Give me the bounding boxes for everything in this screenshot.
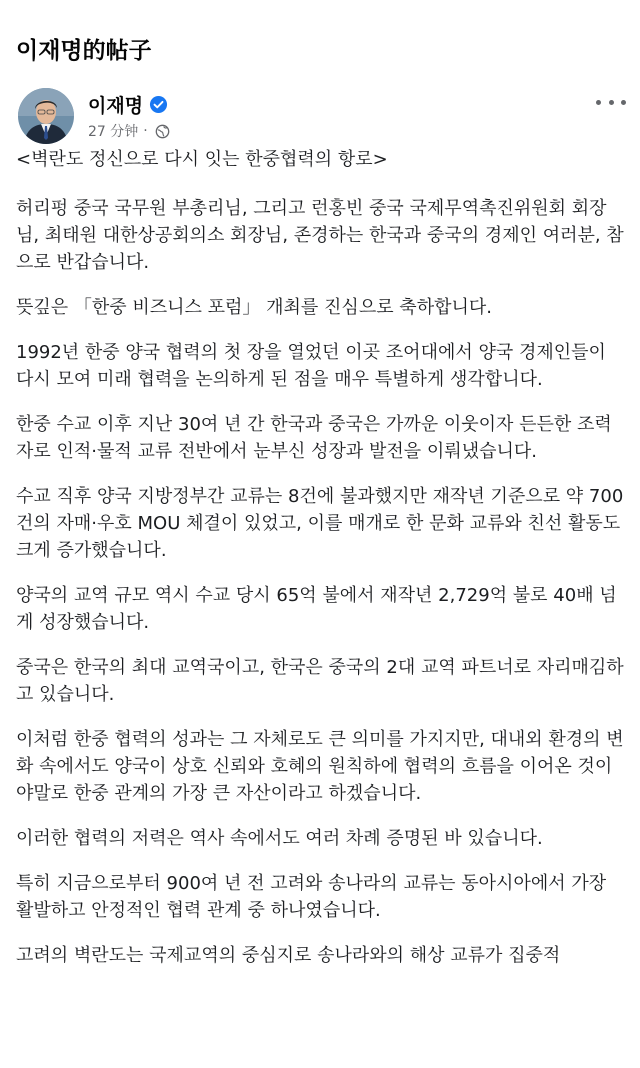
avatar[interactable]: [18, 88, 74, 144]
post-time[interactable]: 27 分钟: [88, 124, 139, 140]
post-paragraph: 허리펑 중국 국무원 부총리님, 그리고 런홍빈 중국 국제무역촉진위원회 회장님, 최태원 대한상공회의소 회장님, 존경하는 한국과 중국의 경제인 여러분, 참으로 반갑습니다.: [16, 198, 624, 273]
globe-icon[interactable]: [155, 124, 170, 139]
post-paragraph: 특히 지금으로부터 900여 년 전 고려와 송나라의 교류는 동아시아에서 가장 활발하고 안정적인 협력 관계 중 하나였습니다.: [16, 873, 607, 921]
post-paragraph: 이처럼 한중 협력의 성과는 그 자체로도 큰 의미를 가지지만, 대내외 환경의 변화 속에서도 양국이 상호 신뢰와 호혜의 원칙하에 협력의 흐름을 이어온 것이야말로 한중 관계의 가장 큰 자산이라고 하겠습니다.: [16, 729, 624, 804]
verified-badge-icon: [149, 95, 168, 114]
post-paragraph: 1992년 한중 양국 협력의 첫 장을 열었던 이곳 조어대에서 양국 경제인들이 다시 모여 미래 협력을 논의하게 된 점을 매우 특별하게 생각합니다.: [16, 342, 606, 390]
post-paragraph: 중국은 한국의 최대 교역국이고, 한국은 중국의 2대 교역 파트너로 자리매김하고 있습니다.: [16, 657, 624, 705]
post-body: [16, 146, 624, 987]
post-paragraph: 이러한 협력의 저력은 역사 속에서도 여러 차례 증명된 바 있습니다.: [16, 828, 543, 849]
meta-separator: ·: [143, 123, 148, 139]
post-headline: <벽란도 정신으로 다시 잇는 한중협력의 항로>: [16, 149, 388, 170]
post-paragraph: 고려의 벽란도는 국제교역의 중심지로 송나라와의 해상 교류가 집중적: [16, 945, 561, 966]
post-paragraph: 한중 수교 이후 지난 30여 년 간 한국과 중국은 가까운 이웃이자 든든한 조력자로 인적·물적 교류 전반에서 눈부신 성장과 발전을 이뤄냈습니다.: [16, 414, 612, 462]
post-paragraph: 양국의 교역 규모 역시 수교 당시 65억 불에서 재작년 2,729억 불로 40배 넘게 성장했습니다.: [16, 585, 617, 633]
avatar-photo: [18, 88, 74, 144]
author-name[interactable]: 이재명: [88, 95, 144, 117]
post-meta: [88, 121, 170, 141]
post-paragraph: 수교 직후 양국 지방정부간 교류는 8건에 불과했지만 재작년 기준으로 약 700건의 자매·우호 MOU 체결이 있었고, 이를 매개로 한 문화 교류와 친선 활동도 크게 증가했습니다.: [16, 486, 624, 561]
page-title: 이재명的帖子: [16, 38, 152, 64]
more-options-icon[interactable]: [596, 92, 626, 112]
post-paragraph: 뜻깊은 「한중 비즈니스 포럼」 개최를 진심으로 축하합니다.: [16, 297, 492, 318]
